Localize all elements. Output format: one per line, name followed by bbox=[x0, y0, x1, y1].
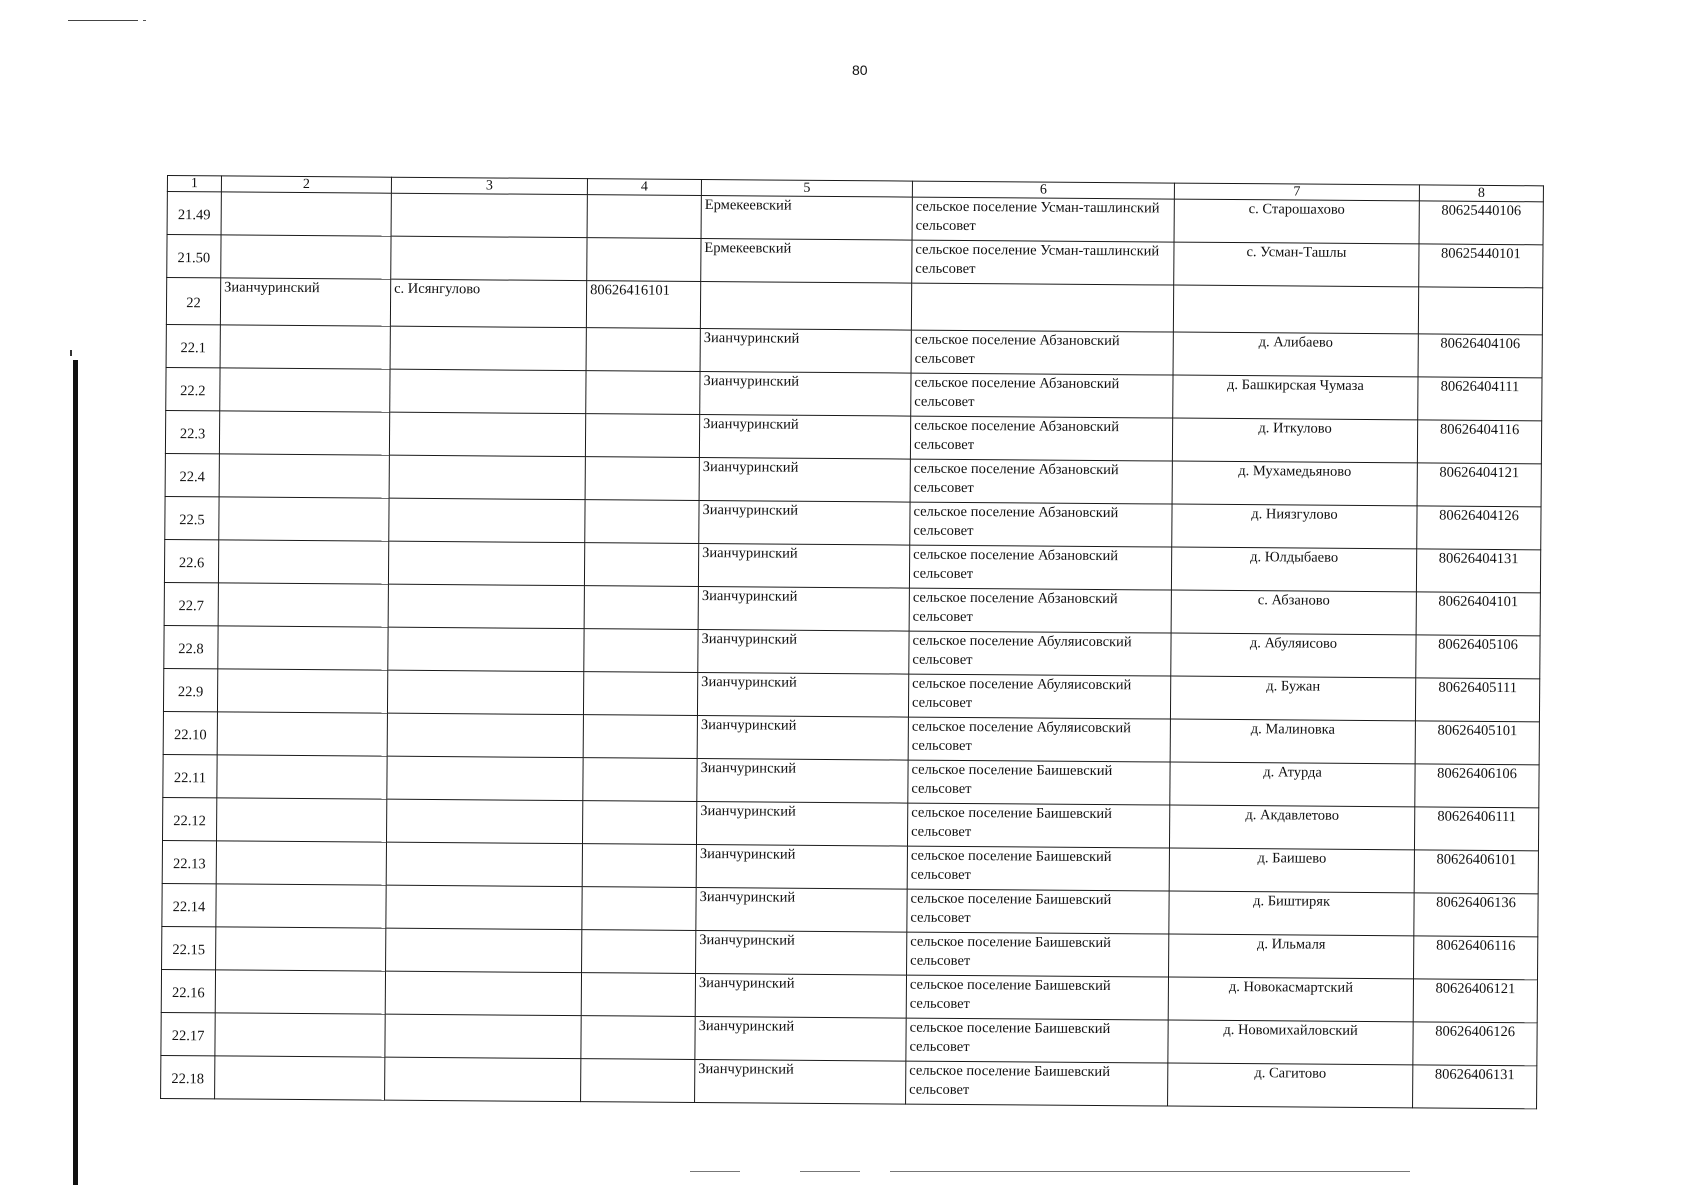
locality-cell: с. Усман-Ташлы bbox=[1174, 242, 1419, 287]
municipality-cell bbox=[215, 970, 385, 1014]
table-body bbox=[161, 192, 1544, 1109]
center-locality-cell bbox=[387, 670, 583, 714]
municipality-cell bbox=[219, 454, 389, 498]
district-cell: Зианчуринский bbox=[696, 887, 907, 932]
municipality-cell bbox=[221, 235, 391, 279]
locality-cell: с. Абзаново bbox=[1171, 590, 1416, 635]
row-number-cell: 22.18 bbox=[161, 1055, 215, 1098]
column-header: 7 bbox=[1174, 183, 1419, 201]
district-cell: Зианчуринский bbox=[697, 715, 908, 760]
district-cell: Зианчуринский bbox=[695, 973, 906, 1018]
locality-cell: д. Сагитово bbox=[1168, 1063, 1413, 1108]
center-code-cell bbox=[585, 500, 699, 544]
locality-cell: д. Ильмаля bbox=[1169, 934, 1414, 979]
settlement-cell: сельское поселение Баишевский сельсовет bbox=[908, 760, 1170, 805]
district-cell: Зианчуринский bbox=[699, 501, 910, 546]
locality-cell: д. Ниязгулово bbox=[1172, 504, 1417, 549]
settlement-cell: сельское поселение Абуляисовский сельсовет bbox=[908, 674, 1170, 719]
locality-cell: д. Новомихайловский bbox=[1168, 1020, 1413, 1065]
municipality-cell bbox=[220, 325, 390, 369]
center-locality-cell bbox=[389, 498, 585, 542]
column-header: 5 bbox=[701, 180, 912, 198]
district-cell: Зианчуринский bbox=[699, 415, 910, 460]
locality-cell: д. Абуляисово bbox=[1171, 633, 1416, 678]
center-code-cell bbox=[586, 328, 700, 372]
scan-binding-edge bbox=[73, 360, 78, 1185]
settlement-cell: сельское поселение Абзановский сельсовет bbox=[911, 330, 1173, 375]
district-cell: Зианчуринский bbox=[695, 1016, 906, 1061]
settlement-cell: сельское поселение Абзановский сельсовет bbox=[910, 459, 1172, 504]
center-code-cell bbox=[587, 238, 701, 282]
municipality-cell bbox=[218, 626, 388, 670]
center-locality-cell bbox=[391, 193, 587, 237]
locality-cell: д. Малиновка bbox=[1170, 719, 1415, 764]
oktmo-code-cell: 80626406116 bbox=[1414, 936, 1538, 980]
locality-cell: д. Юлдыбаево bbox=[1171, 547, 1416, 592]
column-header: 6 bbox=[912, 181, 1174, 199]
row-number-cell: 22.2 bbox=[166, 367, 220, 410]
oktmo-code-cell: 80626404111 bbox=[1418, 377, 1542, 421]
oktmo-code-cell: 80626406136 bbox=[1414, 893, 1538, 937]
oktmo-code-cell: 80626404106 bbox=[1418, 334, 1542, 378]
settlement-cell: сельское поселение Абзановский сельсовет bbox=[910, 502, 1172, 547]
center-locality-cell bbox=[386, 928, 582, 972]
oktmo-code-cell: 80625440106 bbox=[1419, 201, 1543, 245]
district-cell: Зианчуринский bbox=[699, 458, 910, 503]
center-locality-cell bbox=[386, 799, 582, 843]
district-cell: Зианчуринский bbox=[695, 1059, 906, 1104]
center-locality-cell bbox=[391, 236, 587, 280]
oktmo-code-cell: 80626406111 bbox=[1414, 807, 1538, 851]
row-number-cell: 22.6 bbox=[164, 539, 218, 582]
row-number-cell: 22.12 bbox=[163, 797, 217, 840]
settlement-cell: сельское поселение Усман-ташлинский сельсовет bbox=[912, 240, 1174, 285]
district-cell: Зианчуринский bbox=[696, 801, 907, 846]
table-row bbox=[161, 1055, 1537, 1108]
oktmo-code-cell: 80626404121 bbox=[1417, 463, 1541, 507]
center-locality-cell bbox=[385, 1014, 581, 1058]
row-number-cell: 22.7 bbox=[164, 582, 218, 625]
center-code-cell bbox=[584, 586, 698, 630]
settlement-cell: сельское поселение Баишевский сельсовет bbox=[906, 1061, 1168, 1106]
settlement-cell: сельское поселение Абуляисовский сельсовет bbox=[908, 717, 1170, 762]
center-code-cell bbox=[582, 887, 696, 931]
oktmo-code-cell: 80626405106 bbox=[1416, 635, 1540, 679]
center-code-cell bbox=[584, 543, 698, 587]
oktmo-code-cell: 80626405101 bbox=[1415, 721, 1539, 765]
center-locality-cell bbox=[387, 713, 583, 757]
center-code-cell bbox=[581, 1016, 695, 1060]
district-cell: Ермекеевский bbox=[701, 196, 912, 241]
district-cell: Зианчуринский bbox=[697, 758, 908, 803]
oktmo-code-cell: 80626406106 bbox=[1415, 764, 1539, 808]
settlement-cell: сельское поселение Баишевский сельсовет bbox=[906, 975, 1168, 1020]
column-header: 4 bbox=[587, 179, 701, 196]
row-number-cell: 22.1 bbox=[166, 324, 220, 367]
municipality-cell bbox=[220, 368, 390, 412]
page-number: 80 bbox=[852, 62, 868, 78]
district-cell: Зианчуринский bbox=[698, 629, 909, 674]
locality-cell bbox=[1173, 285, 1418, 334]
district-cell: Зианчуринский bbox=[698, 544, 909, 589]
center-code-cell bbox=[582, 801, 696, 845]
center-code-cell bbox=[583, 758, 697, 802]
scan-artifact-dash bbox=[890, 1171, 1410, 1172]
settlement-cell: сельское поселение Абзановский сельсовет bbox=[909, 545, 1171, 590]
data-table bbox=[160, 175, 1544, 1109]
row-number-cell: 21.49 bbox=[167, 192, 221, 235]
row-number-cell: 22.16 bbox=[161, 969, 215, 1012]
center-locality-cell bbox=[389, 455, 585, 499]
row-number-cell: 22.10 bbox=[163, 711, 217, 754]
municipality-cell bbox=[219, 411, 389, 455]
center-locality-cell bbox=[385, 971, 581, 1015]
row-number-cell: 22.13 bbox=[162, 840, 216, 883]
locality-cell: д. Баишево bbox=[1169, 848, 1414, 893]
settlement-cell: сельское поселение Баишевский сельсовет bbox=[906, 1018, 1168, 1063]
oktmo-code-cell: 80626404116 bbox=[1417, 420, 1541, 464]
center-locality-cell bbox=[390, 326, 586, 370]
center-locality-cell bbox=[386, 842, 582, 886]
settlement-cell: сельское поселение Баишевский сельсовет bbox=[907, 889, 1169, 934]
center-code-cell bbox=[581, 1059, 695, 1103]
scan-artifact-tick bbox=[70, 350, 72, 356]
municipality-cell: Зианчуринский bbox=[220, 278, 390, 326]
row-number-cell: 22.11 bbox=[163, 754, 217, 797]
locality-cell: д. Атурда bbox=[1170, 762, 1415, 807]
locality-cell: д. Биштиряк bbox=[1169, 891, 1414, 936]
settlement-cell: сельское поселение Абзановский сельсовет bbox=[909, 588, 1171, 633]
center-locality-cell bbox=[388, 627, 584, 671]
center-locality-cell bbox=[388, 541, 584, 585]
oktmo-code-cell: 80626406126 bbox=[1413, 1022, 1537, 1066]
district-cell: Зианчуринский bbox=[700, 329, 911, 374]
locality-cell: д. Акдавлетово bbox=[1169, 805, 1414, 850]
settlement-cell: сельское поселение Усман-ташлинский сельсовет bbox=[912, 197, 1174, 242]
settlement-cell: сельское поселение Баишевский сельсовет bbox=[907, 932, 1169, 977]
column-header: 1 bbox=[167, 176, 221, 192]
settlement-cell bbox=[911, 283, 1173, 332]
settlement-cell: сельское поселение Абзановский сельсовет bbox=[910, 416, 1172, 461]
center-code-cell bbox=[581, 973, 695, 1017]
oktmo-code-cell: 80626406101 bbox=[1414, 850, 1538, 894]
row-number-cell: 22.8 bbox=[164, 625, 218, 668]
center-locality-cell bbox=[388, 584, 584, 628]
scan-artifact-dash bbox=[690, 1171, 740, 1172]
municipality-cell bbox=[215, 1056, 385, 1100]
center-code-cell bbox=[582, 930, 696, 974]
center-code-cell bbox=[584, 629, 698, 673]
municipality-cell bbox=[217, 798, 387, 842]
settlement-cell: сельское поселение Абуляисовский сельсовет bbox=[909, 631, 1171, 676]
municipality-cell bbox=[216, 927, 386, 971]
oktmo-code-cell: 80626404101 bbox=[1416, 592, 1540, 636]
center-locality-cell: с. Исянгулово bbox=[390, 279, 586, 327]
oktmo-code-cell bbox=[1418, 287, 1542, 335]
oktmo-code-cell: 80626405111 bbox=[1415, 678, 1539, 722]
locality-cell: д. Новокасмартский bbox=[1168, 977, 1413, 1022]
municipality-cell bbox=[217, 712, 387, 756]
center-code-cell bbox=[582, 844, 696, 888]
row-number-cell: 22.5 bbox=[165, 496, 219, 539]
scan-artifact-line bbox=[68, 20, 138, 21]
center-code-cell bbox=[586, 371, 700, 415]
municipality-cell bbox=[217, 755, 387, 799]
district-cell: Зианчуринский bbox=[696, 930, 907, 975]
municipality-cell bbox=[218, 540, 388, 584]
center-locality-cell bbox=[387, 756, 583, 800]
district-cell: Зианчуринский bbox=[697, 672, 908, 717]
center-code-cell bbox=[585, 414, 699, 458]
row-number-cell: 22.3 bbox=[165, 410, 219, 453]
locality-cell: с. Старошахово bbox=[1174, 199, 1419, 244]
district-cell: Ермекеевский bbox=[701, 239, 912, 284]
settlement-cell: сельское поселение Абзановский сельсовет bbox=[911, 373, 1173, 418]
column-header: 3 bbox=[391, 177, 587, 194]
settlement-cell: сельское поселение Баишевский сельсовет bbox=[907, 803, 1169, 848]
row-number-cell: 22.4 bbox=[165, 453, 219, 496]
column-header: 8 bbox=[1419, 185, 1543, 202]
oktmo-code-cell: 80626404131 bbox=[1416, 549, 1540, 593]
municipality-cell bbox=[218, 583, 388, 627]
settlement-cell: сельское поселение Баишевский сельсовет bbox=[907, 846, 1169, 891]
center-locality-cell bbox=[390, 369, 586, 413]
center-code-cell bbox=[585, 457, 699, 501]
row-number-cell: 22.9 bbox=[163, 668, 217, 711]
oktmo-code-cell: 80626406131 bbox=[1413, 1065, 1537, 1109]
municipality-cell bbox=[216, 841, 386, 885]
district-cell bbox=[700, 282, 911, 331]
municipality-cell bbox=[221, 192, 391, 236]
municipality-cell bbox=[215, 1013, 385, 1057]
center-locality-cell bbox=[386, 885, 582, 929]
column-header: 2 bbox=[221, 176, 391, 193]
district-cell: Зианчуринский bbox=[700, 372, 911, 417]
center-locality-cell bbox=[385, 1057, 581, 1101]
municipality-cell bbox=[219, 497, 389, 541]
center-code-cell: 80626416101 bbox=[586, 281, 700, 329]
oktmo-code-cell: 80626404126 bbox=[1417, 506, 1541, 550]
municipality-cell bbox=[217, 669, 387, 713]
row-number-cell: 22 bbox=[166, 278, 220, 325]
locality-cell: д. Алибаево bbox=[1173, 332, 1418, 377]
center-code-cell bbox=[583, 672, 697, 716]
row-number-cell: 22.15 bbox=[162, 926, 216, 969]
oktmo-code-cell: 80626406121 bbox=[1413, 979, 1537, 1023]
district-cell: Зианчуринский bbox=[696, 844, 907, 889]
district-cell: Зианчуринский bbox=[698, 586, 909, 631]
scan-artifact-dot bbox=[143, 20, 146, 21]
municipality-cell bbox=[216, 884, 386, 928]
row-number-cell: 21.50 bbox=[167, 235, 221, 278]
locality-cell: д. Башкирская Чумаза bbox=[1173, 375, 1418, 420]
oktmo-code-cell: 80625440101 bbox=[1419, 244, 1543, 288]
center-code-cell bbox=[583, 715, 697, 759]
scan-artifact-dash bbox=[800, 1171, 860, 1172]
locality-cell: д. Бужан bbox=[1170, 676, 1415, 721]
center-code-cell bbox=[587, 195, 701, 239]
locality-cell: д. Иткулово bbox=[1172, 418, 1417, 463]
row-number-cell: 22.17 bbox=[161, 1012, 215, 1055]
row-number-cell: 22.14 bbox=[162, 883, 216, 926]
locality-cell: д. Мухамедьяново bbox=[1172, 461, 1417, 506]
center-locality-cell bbox=[389, 412, 585, 456]
